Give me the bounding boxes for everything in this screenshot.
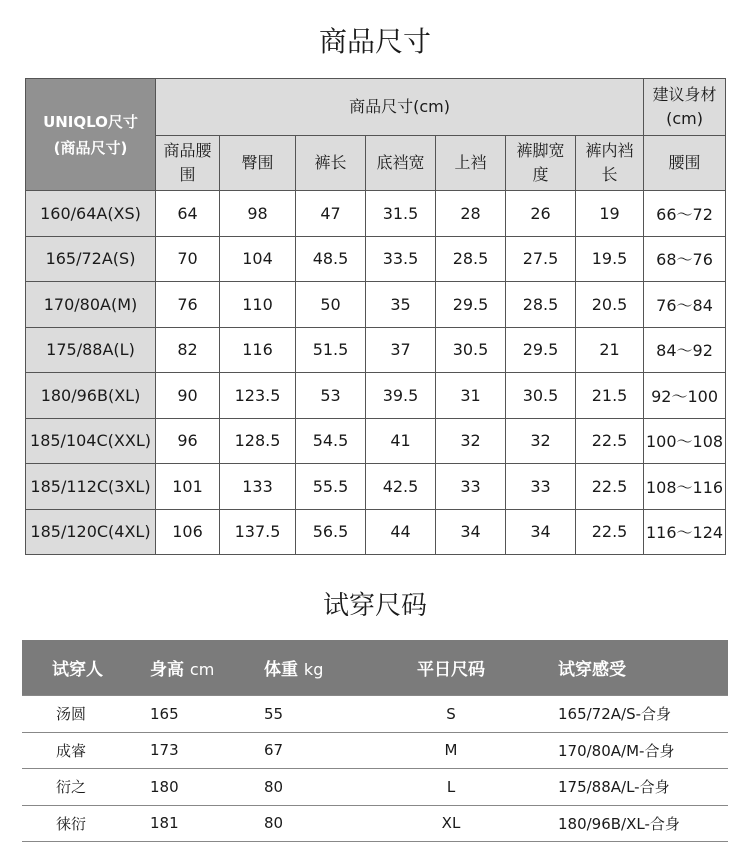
size-value-cell: 22.5 (576, 509, 644, 555)
size-section-title: 商品尺寸 (318, 25, 431, 58)
size-value-cell: 34 (436, 509, 506, 555)
size-value-cell: 33 (436, 464, 506, 510)
size-value-cell: 29.5 (506, 327, 576, 373)
col-header-length: 裤长 (296, 136, 366, 191)
fit-section-title: 试穿尺码 (322, 591, 427, 621)
size-value-cell: 106 (156, 509, 220, 555)
fit-usual-size-cell: XL (376, 805, 526, 842)
size-value-cell: 90 (156, 373, 220, 419)
size-value-cell: 22.5 (576, 418, 644, 464)
fit-header-weight (264, 640, 376, 696)
size-row (26, 509, 726, 555)
size-value-cell: 101 (156, 464, 220, 510)
size-label-cell: 175/88A(L) (26, 327, 156, 373)
fit-row (22, 696, 728, 733)
fit-height-cell: 180 (150, 769, 264, 806)
size-value-cell: 20.5 (576, 282, 644, 328)
corner-line1: UNIQLO尺寸 (43, 112, 138, 131)
size-value-cell: 33 (506, 464, 576, 510)
size-label-cell: 170/80A(M) (26, 282, 156, 328)
fit-height-cell: 173 (150, 732, 264, 769)
size-value-cell: 51.5 (296, 327, 366, 373)
col-header-inseam: 裤内裆 长 (576, 136, 644, 191)
fit-person-cell: 徕衍 (22, 805, 150, 842)
size-value-cell: 26 (506, 191, 576, 237)
col-header-rise: 上裆 (436, 136, 506, 191)
fit-row (22, 805, 728, 842)
size-value-cell: 31 (436, 373, 506, 419)
corner-line2: (商品尺寸) (53, 138, 128, 157)
fit-person-cell: 成睿 (22, 732, 150, 769)
size-value-cell: 31.5 (366, 191, 436, 237)
col-header-bottom-crotch: 底裆宽 (366, 136, 436, 191)
size-value-cell: 37 (366, 327, 436, 373)
size-label-cell: 185/112C(3XL) (26, 464, 156, 510)
size-label-cell: 185/120C(4XL) (26, 509, 156, 555)
size-row (26, 236, 726, 282)
size-value-cell: 47 (296, 191, 366, 237)
size-value-cell: 76 (156, 282, 220, 328)
fit-height-cell: 181 (150, 805, 264, 842)
fit-usual-size-cell: M (376, 732, 526, 769)
fit-header-height-label: 身高 (150, 660, 184, 680)
size-value-cell: 98 (220, 191, 296, 237)
fit-feeling-cell: 165/72A/S-合身 (526, 696, 728, 733)
fit-weight-cell: 80 (264, 769, 376, 806)
size-value-cell: 28.5 (436, 236, 506, 282)
fit-header-height-unit: cm (189, 660, 215, 679)
col-header-body-waist: 腰围 (644, 136, 726, 191)
size-value-cell: 116～124 (644, 509, 726, 555)
size-label-cell: 185/104C(XXL) (26, 418, 156, 464)
fit-person-cell: 衍之 (22, 769, 150, 806)
size-row (26, 373, 726, 419)
size-value-cell: 66～72 (644, 191, 726, 237)
fit-height-cell: 165 (150, 696, 264, 733)
size-row (26, 464, 726, 510)
col-header-hip: 臀围 (220, 136, 296, 191)
col-header-hem-width: 裤脚宽 度 (506, 136, 576, 191)
size-value-cell: 55.5 (296, 464, 366, 510)
size-value-cell: 21.5 (576, 373, 644, 419)
size-value-cell: 44 (366, 509, 436, 555)
fit-usual-size-cell: S (376, 696, 526, 733)
size-value-cell: 116 (220, 327, 296, 373)
fit-row (22, 769, 728, 806)
fit-table (22, 640, 728, 842)
fit-feeling-cell: 180/96B/XL-合身 (526, 805, 728, 842)
size-value-cell: 19.5 (576, 236, 644, 282)
size-value-cell: 27.5 (506, 236, 576, 282)
fit-person-cell: 汤圆 (22, 696, 150, 733)
fit-feeling-cell: 170/80A/M-合身 (526, 732, 728, 769)
fit-feeling-cell: 175/88A/L-合身 (526, 769, 728, 806)
size-value-cell: 53 (296, 373, 366, 419)
size-value-cell: 50 (296, 282, 366, 328)
size-value-cell: 82 (156, 327, 220, 373)
size-value-cell: 33.5 (366, 236, 436, 282)
fit-weight-cell: 80 (264, 805, 376, 842)
size-value-cell: 28 (436, 191, 506, 237)
size-value-cell: 104 (220, 236, 296, 282)
size-value-cell: 34 (506, 509, 576, 555)
size-value-cell: 42.5 (366, 464, 436, 510)
size-label-cell: 180/96B(XL) (26, 373, 156, 419)
size-label-cell: 160/64A(XS) (26, 191, 156, 237)
size-value-cell: 22.5 (576, 464, 644, 510)
size-value-cell: 110 (220, 282, 296, 328)
size-row (26, 418, 726, 464)
col-header-waist: 商品腰 围 (156, 136, 220, 191)
size-value-cell: 48.5 (296, 236, 366, 282)
size-value-cell: 84～92 (644, 327, 726, 373)
size-value-cell: 92～100 (644, 373, 726, 419)
fit-header-usual-size: 平日尺码 (376, 640, 526, 696)
size-value-cell: 128.5 (220, 418, 296, 464)
size-value-cell: 133 (220, 464, 296, 510)
size-value-cell: 30.5 (506, 373, 576, 419)
fit-weight-cell: 67 (264, 732, 376, 769)
size-value-cell: 96 (156, 418, 220, 464)
size-value-cell: 19 (576, 191, 644, 237)
size-value-cell: 41 (366, 418, 436, 464)
fit-header-weight-label: 体重 (264, 660, 298, 680)
size-row (26, 327, 726, 373)
product-size-group-header: 商品尺寸(cm) (156, 79, 644, 136)
size-value-cell: 39.5 (366, 373, 436, 419)
size-value-cell: 30.5 (436, 327, 506, 373)
size-value-cell: 137.5 (220, 509, 296, 555)
size-value-cell: 108～116 (644, 464, 726, 510)
fit-header-height (150, 640, 264, 696)
fit-usual-size-cell: L (376, 769, 526, 806)
fit-header-weight-unit: kg (303, 660, 324, 679)
size-label-cell: 165/72A(S) (26, 236, 156, 282)
size-corner-header (26, 79, 156, 191)
size-value-cell: 32 (506, 418, 576, 464)
size-value-cell: 68～76 (644, 236, 726, 282)
size-value-cell: 100～108 (644, 418, 726, 464)
size-value-cell: 56.5 (296, 509, 366, 555)
size-value-cell: 28.5 (506, 282, 576, 328)
fit-header-person: 试穿人 (22, 640, 150, 696)
size-value-cell: 35 (366, 282, 436, 328)
suggested-body-header: 建议身材 (cm) (644, 79, 726, 136)
size-value-cell: 32 (436, 418, 506, 464)
size-value-cell: 29.5 (436, 282, 506, 328)
fit-row (22, 732, 728, 769)
fit-weight-cell: 55 (264, 696, 376, 733)
size-value-cell: 123.5 (220, 373, 296, 419)
fit-header-feeling: 试穿感受 (526, 640, 728, 696)
size-row (26, 191, 726, 237)
size-value-cell: 64 (156, 191, 220, 237)
size-row (26, 282, 726, 328)
size-value-cell: 76～84 (644, 282, 726, 328)
size-value-cell: 54.5 (296, 418, 366, 464)
size-table (25, 78, 726, 555)
size-value-cell: 70 (156, 236, 220, 282)
size-value-cell: 21 (576, 327, 644, 373)
